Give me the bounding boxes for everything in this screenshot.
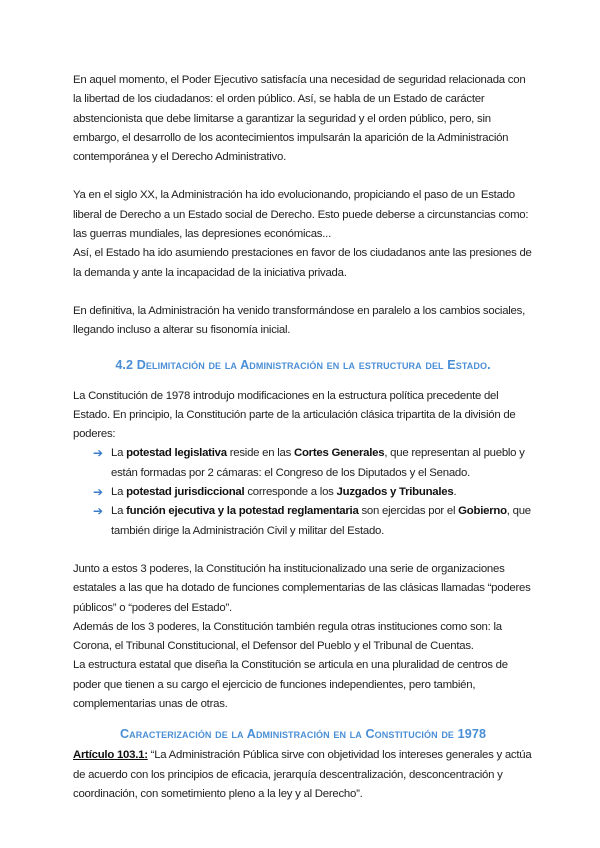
paragraph-prestaciones: Así, el Estado ha ido asumiendo prestaciones en favor de los ciudadanos ante las presiones de la demanda y ante la incapacidad de la iniciativa privada. [73,247,532,279]
list-item-legislativa: ➔ La potestad legislativa reside en las Cortes Generales, que representan al pueblo y están formadas por 2 cámaras: el Congreso de los Diputados y el Senado. [93,446,525,479]
paragraph-constitucion-intro: La Constitución de 1978 introdujo modificaciones en la estructura política precedente del Estado. En principio, la Constitución parte de la articulación clásica tripartita de la división de poderes: [73,389,516,441]
section-heading-caracterizacion: Caracterización de la Administración en la Constitución de 1978 [119,727,487,742]
list-item-ejecutiva: ➔ La función ejecutiva y la potestad reglamentaria son ejercidas por el Gobierno, que también dirige la Administración Civil y militar del Estado. [93,504,531,537]
section-heading-delimitacion: 4.2 Delimitación de la Administración en la estructura del Estado. [115,357,491,372]
arrow-right-icon: ➔ [93,446,103,461]
paragraph-siglo-xx: Ya en el siglo XX, la Administración ha ido evolucionando, propiciando el paso de un Estado liberal de Derecho a un Estado social de Derecho. Esto puede deberse a circunstancias como: las guerras mundiales, las depresiones económicas... [73,189,529,241]
arrow-right-icon: ➔ [93,504,103,519]
arrow-right-icon: ➔ [93,485,103,500]
paragraph-orden-publico: En aquel momento, el Poder Ejecutivo satisfacía una necesidad de seguridad relacionada con la libertad de los ciudadanos: el orden público. Así, se habla de un Estado de carácter abstencionista que debe limitarse a garantizar la seguridad y el orden público, pero, sin embargo, el desarrollo de los acontecimientos impulsarán la aparición de la Administración contemporánea y el Derecho Administrativo. [73,74,526,164]
document-page [73,71,533,804]
article-text: “La Administración Pública sirve con objetividad los intereses generales y actúa de acuerdo con los principios de eficacia, jerarquía descentralización, desconcentración y coordinación, con sometimiento pleno a la ley y al Derecho”. [73,749,532,800]
paragraph-otras-instituciones: Además de los 3 poderes, la Constitución también regula otras instituciones como son: la Corona, el Tribunal Constitucional, el Defensor del Pueblo y el Tribunal de Cuentas. [73,620,502,653]
paragraph-estructura-estatal: La estructura estatal que diseña la Constitución se articula en una pluralidad de centros de poder que tienen a su cargo el ejercicio de funciones independientes, pero también, complementarias unas de otras. [73,659,508,711]
paragraph-poderes-publicos: Junto a estos 3 poderes, la Constitución ha institucionalizado una serie de organizaciones estatales a las que ha dotado de funciones complementarias de las clásicas llamadas “poderes públicos” o “poderes del Estado”. [73,562,531,614]
list-item-jurisdiccional: ➔ La potestad jurisdiccional corresponde a los Juzgados y Tribunales. [93,483,533,502]
powers-list [73,444,533,540]
article-label: Artículo 103.1: [73,749,148,762]
paragraph-definitiva: En definitiva, la Administración ha venido transformándose en paralelo a los cambios sociales, llegando incluso a alterar su fisonomía inicial. [73,304,526,337]
paragraph-articulo-103 [73,746,533,804]
